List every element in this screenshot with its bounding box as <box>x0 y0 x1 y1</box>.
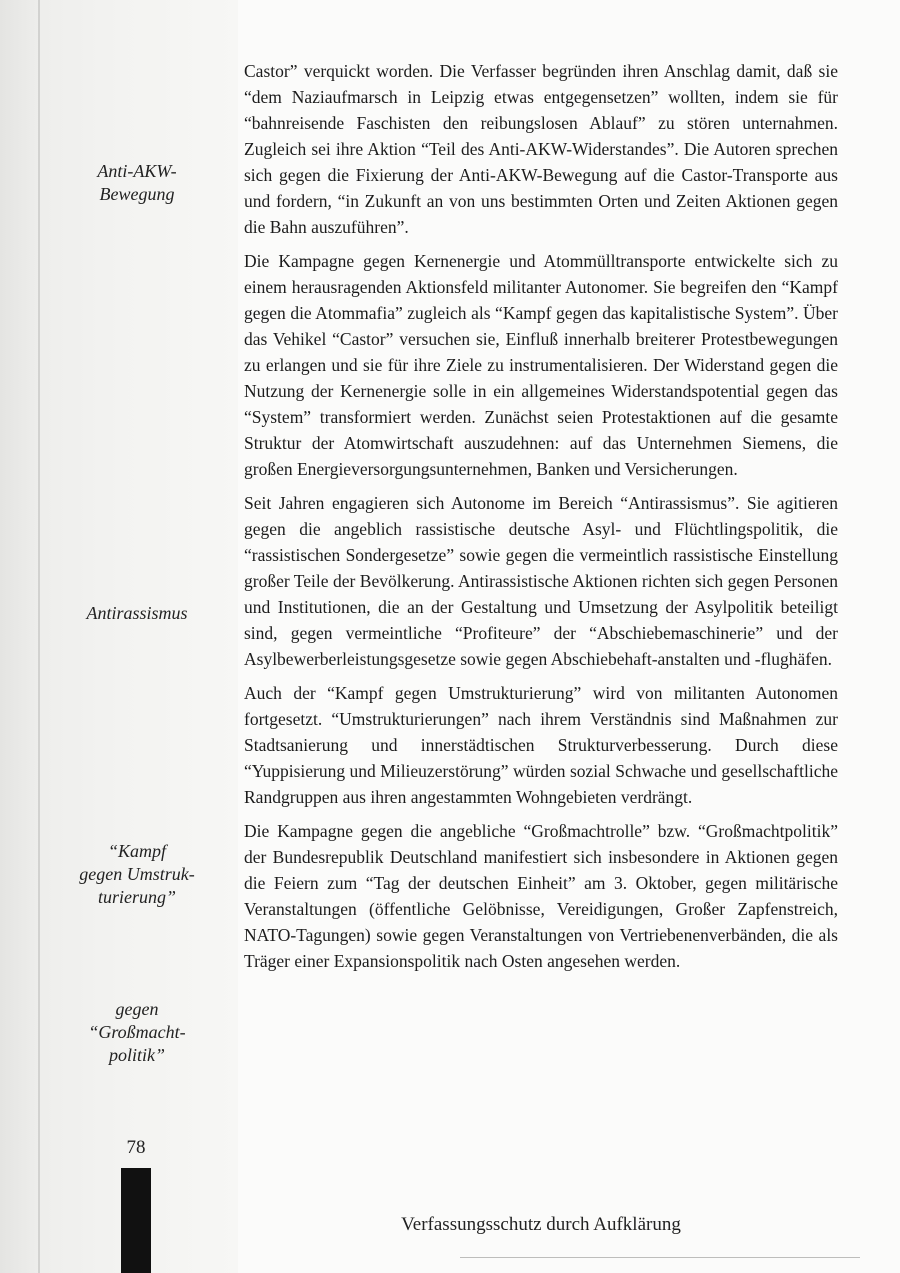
margin-note-grossmachtpolitik: gegen “Großmacht- politik” <box>88 999 186 1065</box>
margin-note-anti-akw: Anti-AKW- Bewegung <box>97 161 177 204</box>
footer-rule <box>460 1257 860 1258</box>
paragraph-castor: Castor” verquickt worden. Die Verfasser begründen ihren Anschlag damit, daß sie “dem Naziaufmarsch in Leipzig etwas entgegensetzen” wollten, indem sie für “bahnreisende Faschisten den reibungslosen Ablauf” zu stören unternahmen. Zugleich sei ihre Aktion “Teil des Anti-AKW-Widerstandes”. Die Autoren sprechen sich gegen die Fixierung der Anti-AKW-Bewegung auf die Castor-Transporte aus und fordern, “in Zukunft an von uns bestimmten Orten und Zeiten Aktionen gegen die Bahn auszuführen”. <box>244 61 838 237</box>
body-text <box>244 58 838 982</box>
margin-note-umstrukturierung: “Kampf gegen Umstruk- turierung” <box>79 841 195 907</box>
paragraph-kernenergie: Die Kampagne gegen Kernenergie und Atommülltransporte entwickelte sich zu einem herausragenden Aktionsfeld militanter Autonomer. Sie begreifen den “Kampf gegen die Atommafia” zugleich als “Kampf gegen das kapitalistische System”. Über das Vehikel “Castor” versuchen sie, Einfluß innerhalb breiterer Protestbewegungen zu erlangen und sie für ihre Ziele zu instrumentalisieren. Der Widerstand gegen die Nutzung der Kernenergie solle in ein allgemeines Widerstandspotential gegen das “System” transformiert werden. Zunächst seien Protestaktionen auf die gesamte Struktur der Atomwirtschaft auszudehnen: auf das Unternehmen Siemens, die großen Energieversorgungsunternehmen, Banken und Versicherungen. <box>244 251 838 479</box>
page-edge-line <box>38 0 40 1273</box>
paragraph-antirassismus: Seit Jahren engagieren sich Autonome im Bereich “Antirassismus”. Sie agitieren gegen die angeblich rassistische deutsche Asyl- und Flüchtlingspolitik, die “rassistischen Sondergesetze” sowie gegen die vermeintlich rassistische Einstellung großer Teile der Bevölkerung. Antirassistische Aktionen richten sich gegen Personen und Institutionen, die an der Gestaltung und Umsetzung der Asylpolitik beteiligt sind, gegen vermeintliche “Profiteure” der “Abschiebemaschinerie” und der Asylbewerberleistungsgesetze sowie gegen Abschiebehaft-anstalten und -flughäfen. <box>244 493 838 669</box>
margin-note-antirassismus: Antirassismus <box>86 603 188 623</box>
page-number: 78 <box>126 1137 146 1158</box>
paragraph-grossmacht: Die Kampagne gegen die angebliche “Großmachtrolle” bzw. “Großmachtpolitik” der Bundesrepublik Deutschland manifestiert sich insbesondere in Aktionen gegen die Feiern zum “Tag der deutschen Einheit” am 3. Oktober, gegen militärische Veranstaltungen (öffentliche Gelöbnisse, Vereidigungen, Großer Zapfenstreich, NATO-Tagungen) sowie gegen Veranstaltungen von Vertriebenenverbänden, die als Träger einer Expansionspolitik nach Osten angesehen werden. <box>244 821 838 971</box>
thumb-index-bar <box>121 1168 151 1273</box>
paragraph-umstrukturierung: Auch der “Kampf gegen Umstrukturierung” wird von militanten Autonomen fortgesetzt. “Umstrukturierungen” nach ihrem Verständnis sind Maßnahmen zur Stadtsanierung und innerstädtischen Strukturverbesserung. Durch diese “Yuppisierung und Milieuzerstörung” würden sozial Schwache und gesellschaftliche Randgruppen aus ihren angestammten Wohngebieten verdrängt. <box>244 683 838 807</box>
page-footer: Verfassungsschutz durch Aufklärung <box>401 1214 681 1235</box>
